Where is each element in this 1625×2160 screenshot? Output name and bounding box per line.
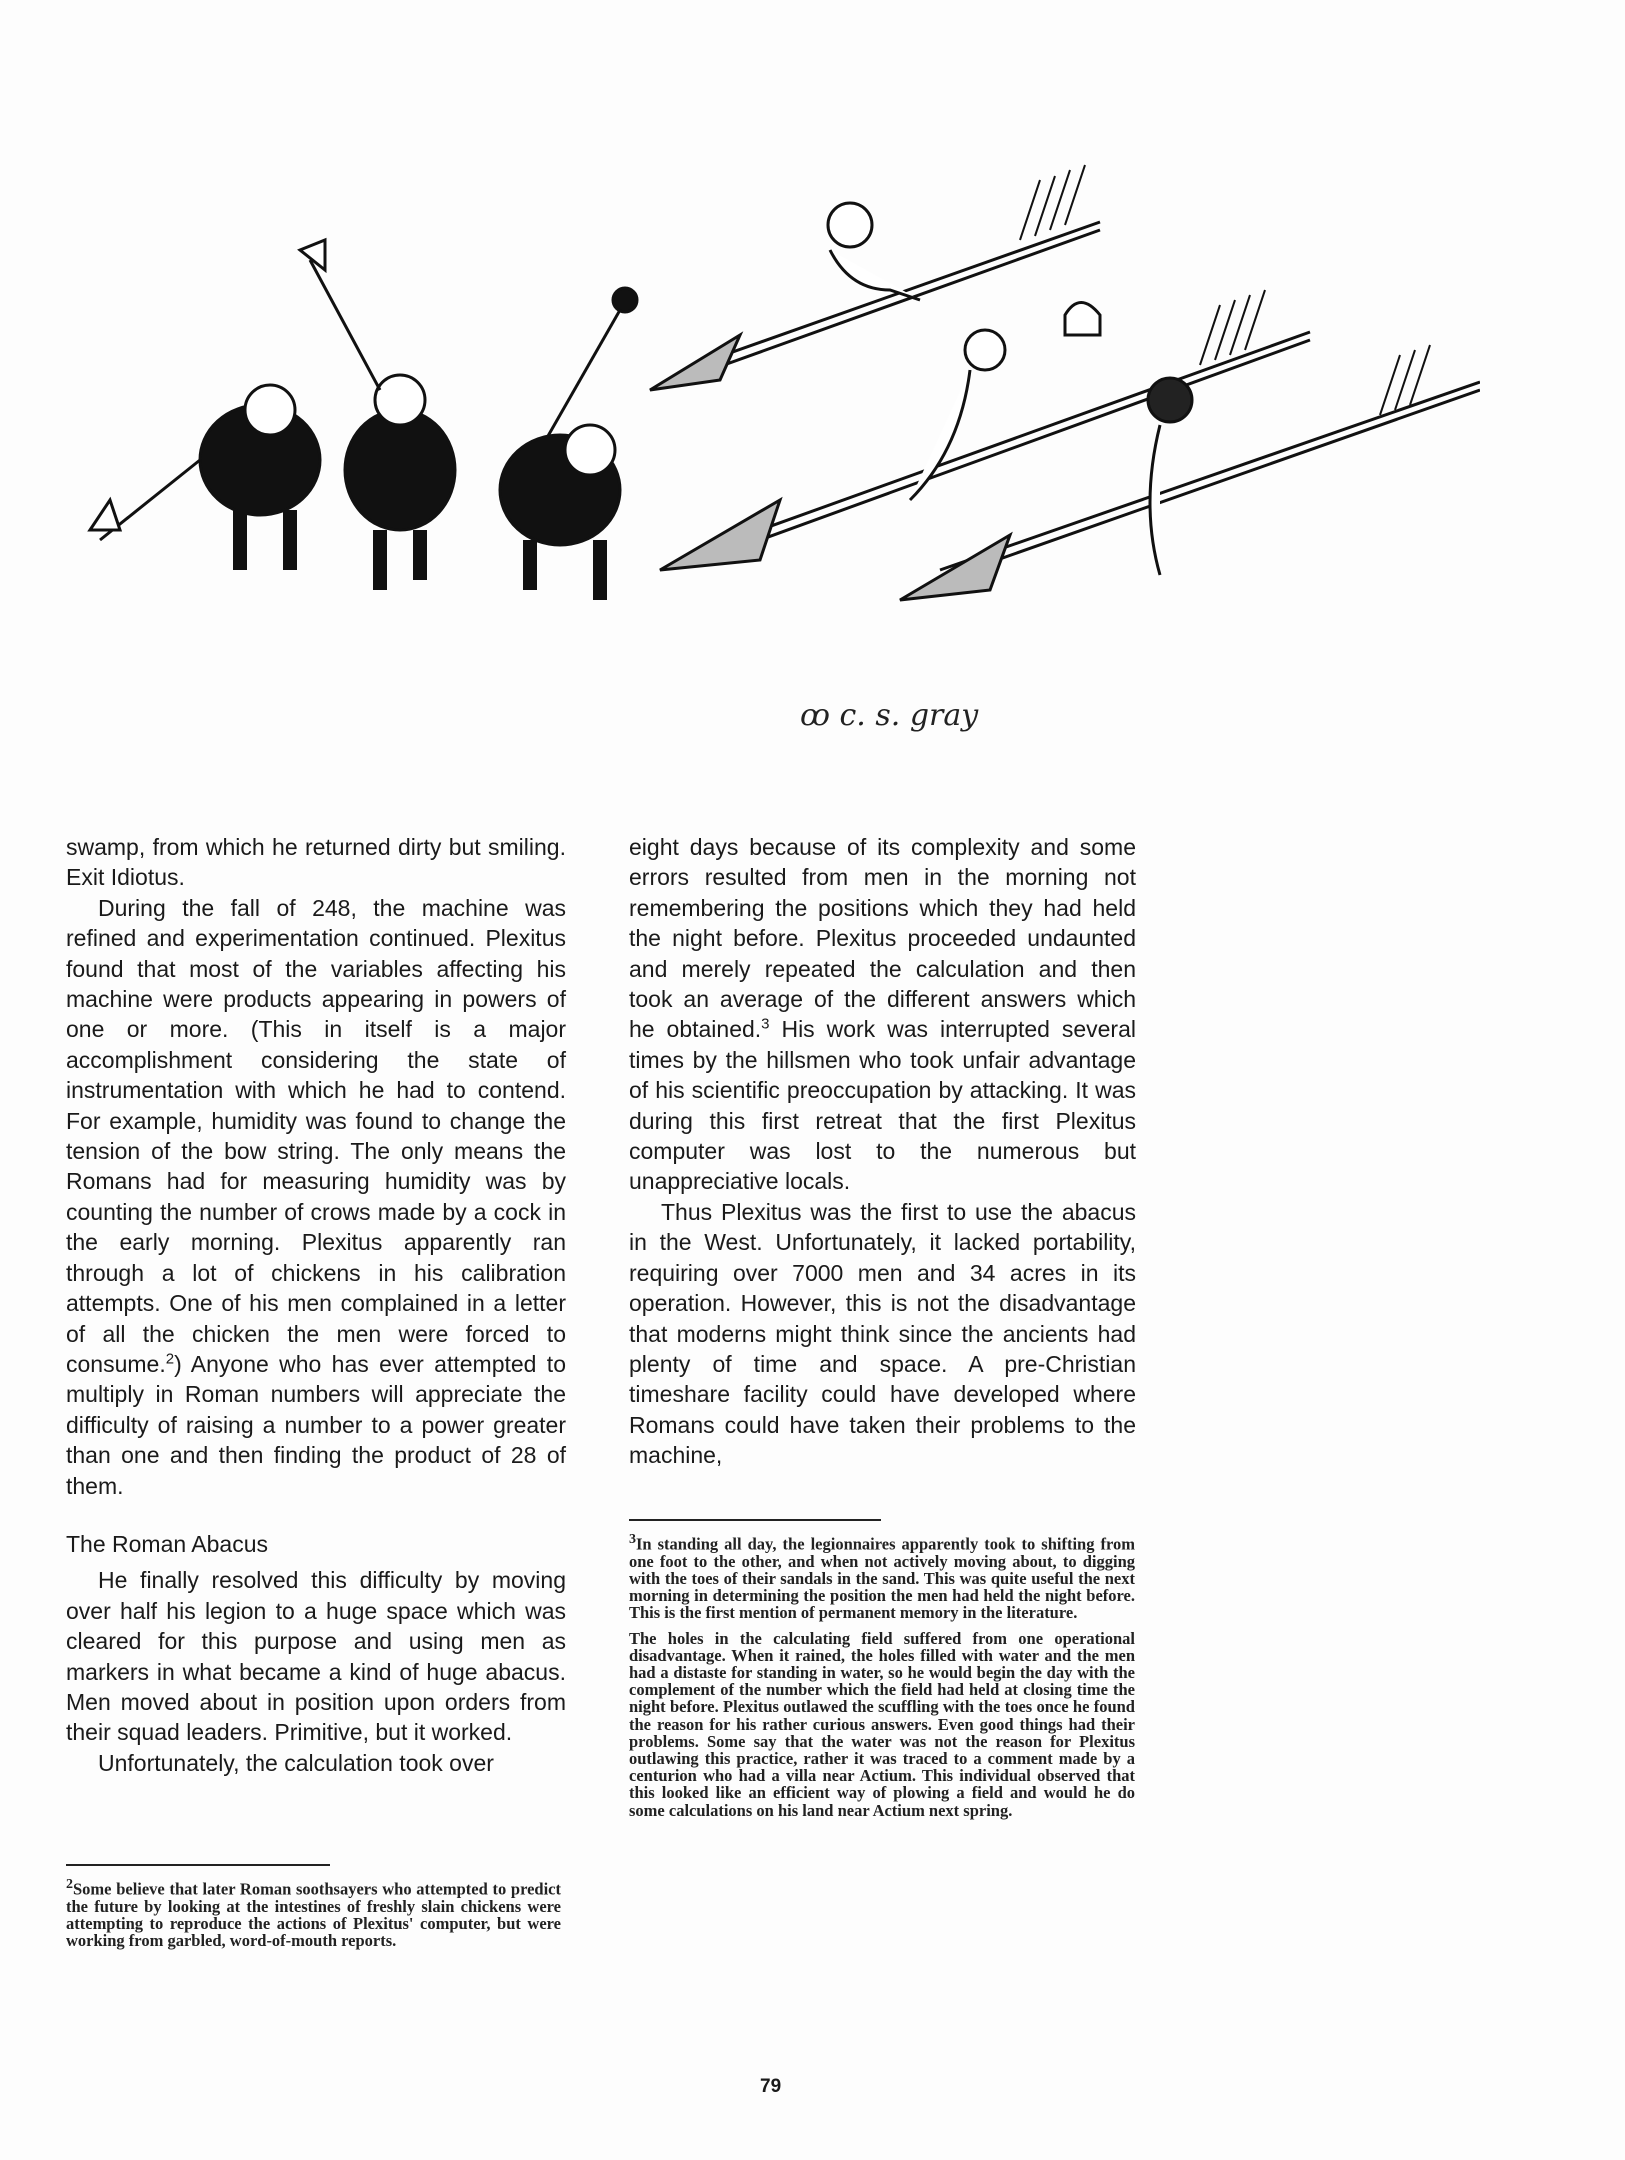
footnote-divider xyxy=(629,1519,881,1521)
roman-soldier-figures xyxy=(828,203,1192,575)
viking-figures xyxy=(90,240,637,600)
footnote-text: In standing all day, the legionnaires apparently took to shifting from one foot to the other, and when not actively moving about, to digging with the toes of their sandals in the sand. This was quite useful the next morning in determining the position the men had held the night before. This is the first mention of permanent memory in the literature. xyxy=(629,1534,1135,1623)
paragraph-text: ) Anyone who has ever attempted to multiply in Roman numbers will appreciate the difficulty of raising a number to a power greater than one and then finding the product of 28 of them. xyxy=(66,1350,566,1499)
paragraph-text: His work was interrupted several times by the hillsmen who took unfair advantage of his scientific preoccupation by attacking. It was during this first retreat that the first Plexitus computer was lost to the numerous but unappreciative locals. xyxy=(629,1016,1136,1195)
footnote-text: The holes in the calculating field suffered from one operational disadvantage. When it rained, the holes filled with water and the men had a distaste for standing in water, so he would begin the day with the complement of the number which the field had held at closing time the night before. Plexitus outlawed the scuffling with the toes once he found the reason for his rather curious answers. Even good things had their problems. Some say that the water was not the reason for Plexitus outlawing this practice, rather it was traced to a comment made by a centurion who had a villa near Actium. This individual observed that this looked like an efficient way of plowing a field and would he do some calculations on his land near Actium next spring. xyxy=(629,1628,1135,1820)
paragraph: He finally resolved this difficulty by moving over half his legion to a huge space which was cleared for this purpose and using men as markers in what became a kind of huge abacus. Men moved about in position upon orders from their squad leaders. Primitive, but it worked. xyxy=(66,1567,566,1746)
paragraph-text: During the fall of 248, the machine was refined and experimentation continued. Plexitus found that most of the variables affecting his machine were products appearing in powers of one or more. (This in itself is a major accomplishment considering the state of instrumentation with which he had to contend. For example, humidity was found to change the tension of the bow string. The only means the Romans had for measuring humidity was by counting the number of crows made by a cock in the early morning. Plexitus apparently ran through a lot of chickens in his calibration attempts. One of his men complained in a letter of all the chicken the men were forced to consume. xyxy=(66,894,566,1377)
cartoon-illustration xyxy=(60,160,1480,760)
section-heading: The Roman Abacus xyxy=(66,1530,269,1557)
footnote-ref: 3 xyxy=(761,1015,770,1033)
footnote-ref: 2 xyxy=(165,1350,175,1368)
footnote-marker: 2 xyxy=(66,1877,73,1892)
paragraph xyxy=(629,832,1136,1197)
paragraph: Unfortunately, the calculation took over xyxy=(98,1749,494,1776)
artist-signature: ꝏ c. s. gray xyxy=(800,698,979,733)
footnote-marker: 3 xyxy=(629,1532,636,1547)
paragraph: Thus Plexitus was the first to use the abacus in the West. Unfortunately, it lacked portability, requiring over 7000 men and 34 acres in its operation. However, this is not the disadvantage that moderns might think since the ancients had plenty of time and space. A pre-Christian timeshare facility could have developed where Romans could have taken their problems to the machine, xyxy=(629,1198,1136,1469)
footnote-divider xyxy=(66,1864,330,1866)
paragraph xyxy=(66,893,566,1501)
right-column xyxy=(629,832,1136,1471)
left-column xyxy=(66,832,566,1778)
footnote-2 xyxy=(66,1876,561,1949)
paragraph: swamp, from which he returned dirty but smiling. Exit Idiotus. xyxy=(66,834,566,891)
page-number: 79 xyxy=(760,2076,782,2097)
paragraph-text: eight days because of its complexity and some errors resulted from men in the morning not remembering the positions which they had held the night before. Plexitus proceeded undaunted and merely repeated the calculation and then took an average of the different answers which he obtained. xyxy=(629,834,1136,1043)
footnote-text: Some believe that later Roman soothsayers who attempted to predict the future by looking at the intestines of freshly slain chickens were attempting to reproduce the actions of Plexitus' computer, but were working from garbled, word-of-mouth reports. xyxy=(66,1879,561,1951)
footnote-3 xyxy=(629,1531,1135,1819)
